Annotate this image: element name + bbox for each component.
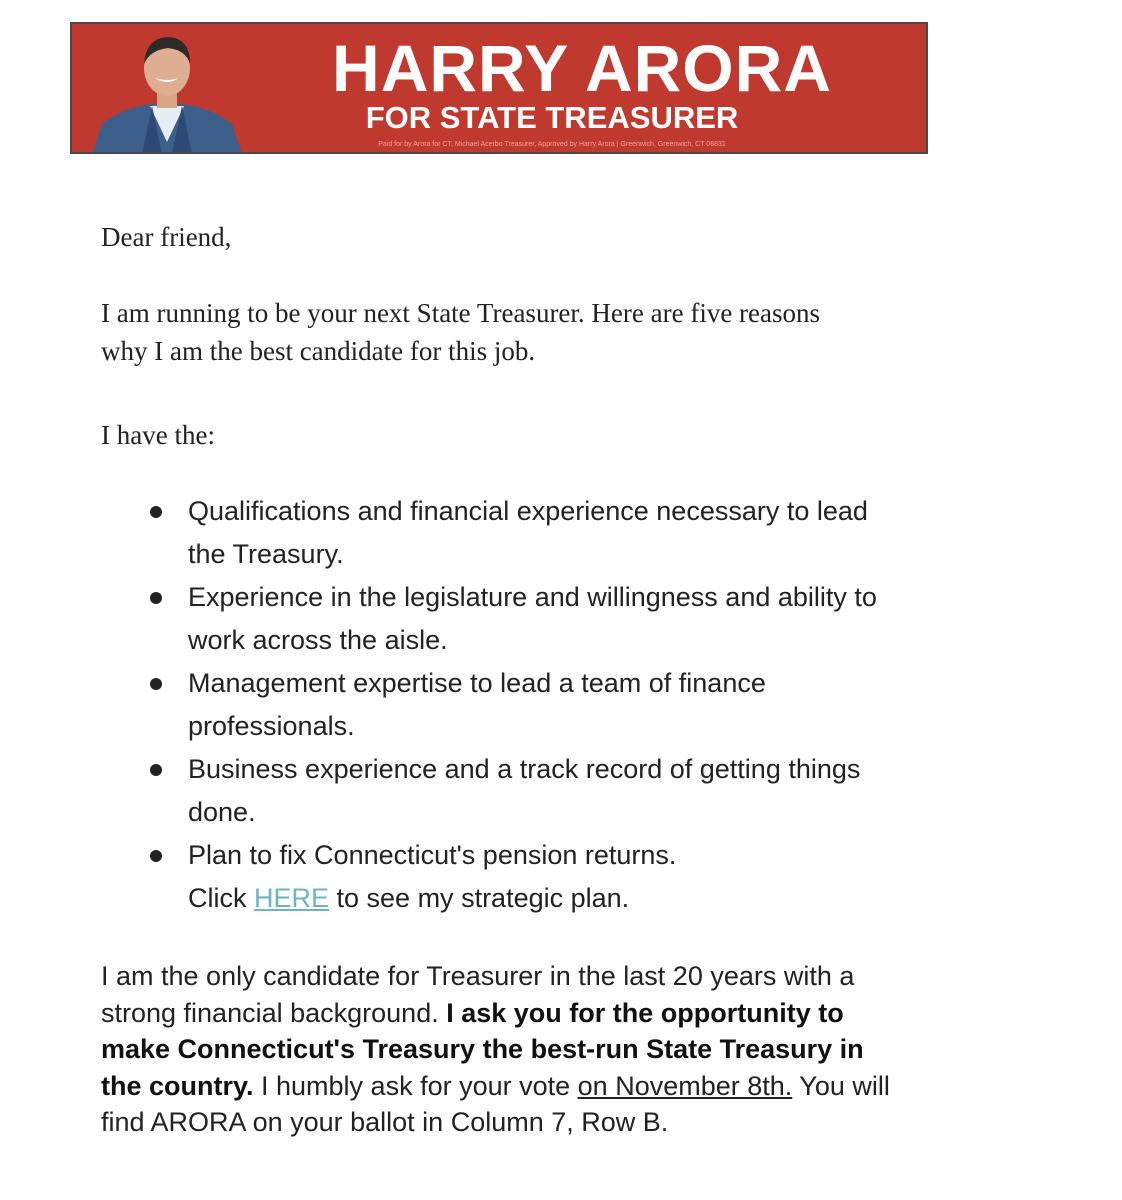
reason-text: Experience in the legislature and willingness and ability to work across the aisle. [188,582,877,655]
strategic-plan-link[interactable]: HERE [254,883,330,913]
closing-text-3: You will find ARORA on your ballot in Column 7, Row B. [101,1070,890,1137]
candidate-name: HARRY ARORA [332,31,832,105]
reason-text: Plan to fix Connecticut's pension returns. [188,840,677,870]
reason-text: Qualifications and financial experience necessary to lead the Treasury. [188,496,868,569]
click-suffix: to see my strategic plan. [329,883,630,913]
paid-for-disclaimer: Paid for by Arora for CT, Michael Acerbo Treasurer, Approved by Harry Arora | Greenwich, Greenwich, CT 06831 [378,141,726,148]
closing-bold-ask: I ask you for the opportunity to make Connecticut's Treasury the best-run State Treasury in the country. [101,997,864,1101]
office-subtitle: FOR STATE TREASURER [365,100,739,135]
list-item [140,662,900,748]
closing-text-2: I humbly ask for your vote [253,1070,578,1101]
greeting: Dear friend, [101,222,232,252]
reasons-intro: I have the: [101,420,215,450]
bullet-icon [150,592,162,604]
candidate-photo [82,24,252,154]
bullet-icon [150,506,162,518]
bullet-icon [150,764,162,776]
reason-text: Business experience and a track record of getting things done. [188,754,861,827]
closing-text-1: I am the only candidate for Treasurer in the last 20 years with a strong financial background. [101,961,855,1028]
reason-text: Management expertise to lead a team of finance professionals. [188,668,766,741]
list-item [140,576,900,662]
bullet-icon [150,678,162,690]
election-date: on November 8th. [577,1070,793,1101]
reasons-list [140,490,900,920]
campaign-banner [70,22,928,154]
intro-paragraph: I am running to be your next State Treasurer. Here are five reasons why I am the best candidate for this job. [101,298,821,366]
list-item [140,834,900,920]
closing-paragraph [101,958,891,1141]
bullet-icon [150,850,162,862]
list-item [140,748,900,834]
click-prefix: Click [188,883,254,913]
list-item [140,490,900,576]
